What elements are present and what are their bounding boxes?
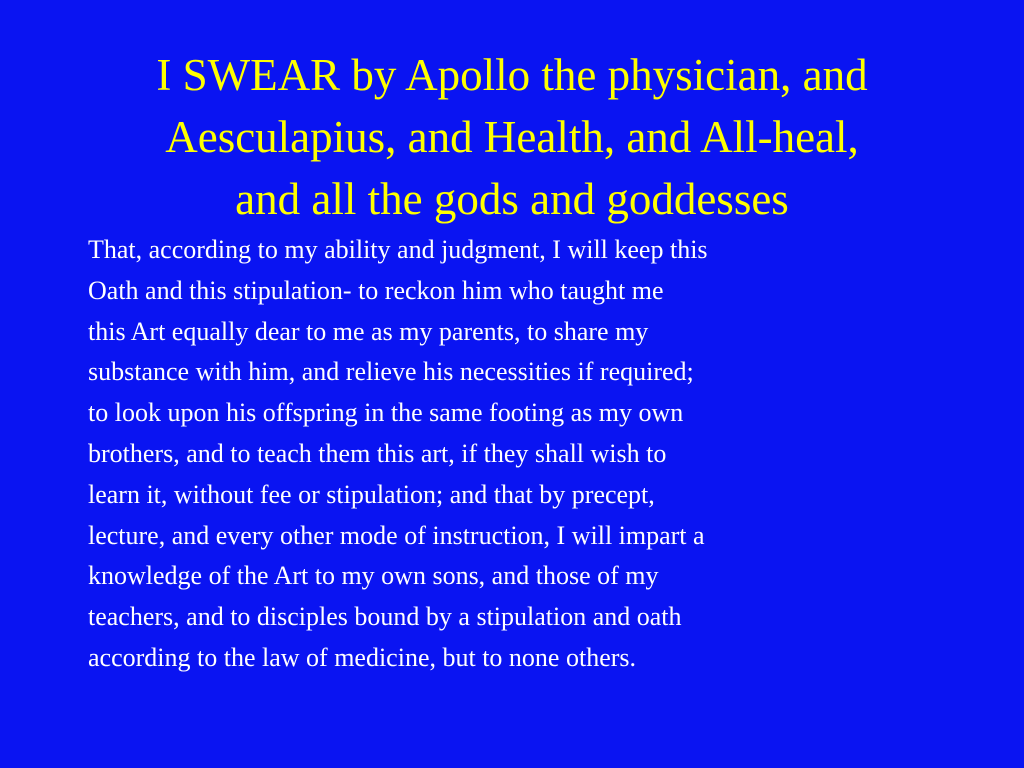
body-line-6: brothers, and to teach them this art, if they shall wish to [88, 438, 667, 468]
body-line-9: knowledge of the Art to my own sons, and those of my [88, 561, 659, 591]
body-line-8: lecture, and every other mode of instruction, I will impart a [88, 520, 705, 550]
body-line-2: Oath and this stipulation- to reckon him who taught me [88, 275, 664, 305]
body-line-5: to look upon his offspring in the same footing as my own [88, 398, 684, 428]
body-line-4: substance with him, and relieve his necessities if required; [88, 357, 694, 387]
body-line-3: this Art equally dear to me as my parents, to share my [88, 316, 649, 346]
slide-title-line-3: and all the gods and goddesses [235, 174, 789, 224]
body-line-10: teachers, and to disciples bound by a stipulation and oath [88, 602, 682, 632]
slide-body-text [88, 230, 948, 679]
body-line-7: learn it, without fee or stipulation; and that by precept, [88, 479, 655, 509]
slide-title-line-2: Aesculapius, and Health, and All-heal, [165, 112, 859, 162]
body-line-1: That, according to my ability and judgment, I will keep this [88, 235, 708, 264]
body-line-11: according to the law of medicine, but to none others. [88, 642, 637, 672]
slide-title-line-1: I SWEAR by Apollo the physician, and [156, 50, 868, 100]
slide-title [60, 44, 964, 230]
